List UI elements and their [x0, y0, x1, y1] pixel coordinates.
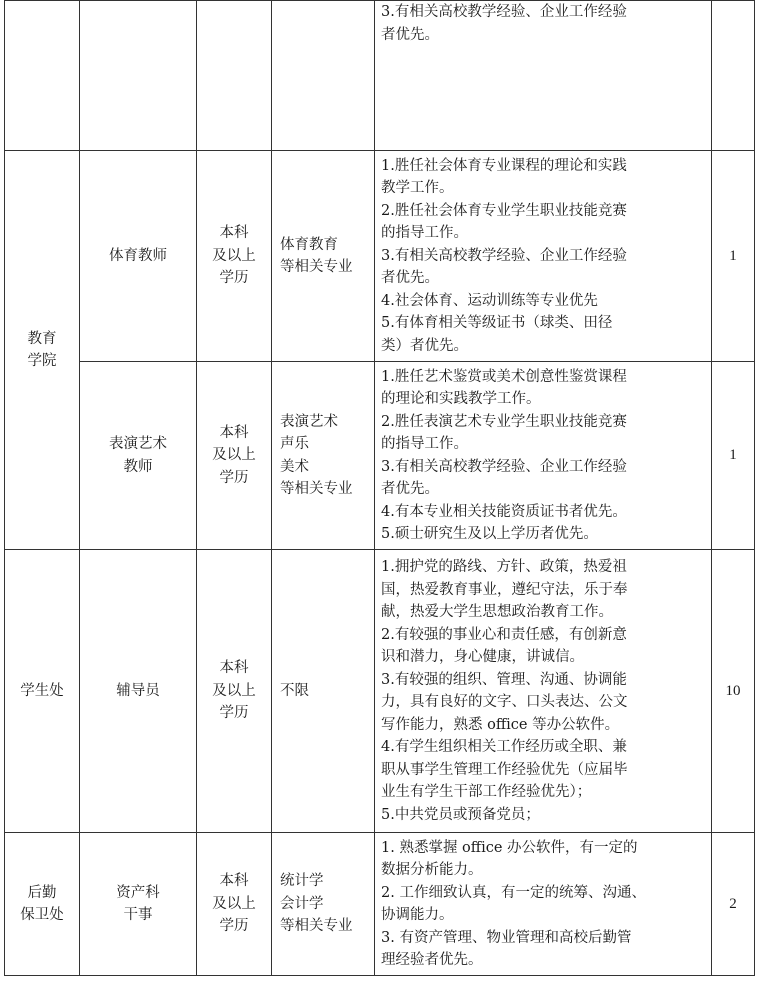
requirement-line: 5.有体育相关等级证书（球类、田径	[381, 315, 613, 332]
table-row	[5, 833, 755, 976]
requirement-line: 写作能力，熟悉 office 等办公软件。	[381, 716, 620, 733]
requirement-line: 献，热爱大学生思想政治教育工作。	[381, 604, 613, 620]
requirement-line: 职从事学生管理工作经验优先（应届毕	[381, 761, 628, 778]
requirement-line: 3.有相关高校教学经验、企业工作经验	[381, 458, 627, 475]
requirements-cell	[375, 151, 712, 362]
requirement-line: 1.胜任社会体育专业课程的理论和实践	[381, 157, 627, 174]
requirement-line: 2. 工作细致认真，有一定的统筹、沟通、	[381, 884, 646, 901]
major-cell: 体育教育 等相关专业	[272, 151, 375, 362]
requirement-line: 3.有相关高校教学经验、企业工作经验	[381, 4, 627, 20]
major-cell	[272, 1, 375, 151]
requirement-line: 教学工作。	[381, 180, 454, 197]
table-row	[5, 362, 755, 550]
count-cell: 10	[712, 550, 755, 833]
position-cell: 资产科 干事	[80, 833, 197, 976]
requirement-line: 4.有学生组织相关工作经历或全职、兼	[381, 739, 627, 755]
requirement-line: 协调能力。	[381, 907, 454, 923]
recruitment-table	[4, 0, 755, 976]
position-cell: 辅导员	[80, 550, 197, 833]
requirement-line: 理经验者优先。	[381, 952, 483, 968]
requirement-line: 力，具有良好的文字、口头表达、公文	[381, 694, 628, 710]
requirement-line: 5.中共党员或预备党员；	[381, 806, 540, 823]
requirement-line: 者优先。	[381, 481, 439, 497]
requirements-cell	[375, 1, 712, 151]
table-row	[5, 550, 755, 833]
count-cell: 2	[712, 833, 755, 976]
major-cell: 表演艺术 声乐 美术 等相关专业	[272, 362, 375, 550]
major-cell: 不限	[272, 550, 375, 833]
education-cell: 本科 及以上 学历	[197, 151, 272, 362]
requirement-line: 4.有本专业相关技能资质证书者优先。	[381, 503, 627, 520]
requirement-line: 的理论和实践教学工作。	[381, 391, 541, 407]
requirements-cell	[375, 550, 712, 833]
position-cell: 体育教师	[80, 151, 197, 362]
requirement-line: 4.社会体育、运动训练等专业优先	[381, 292, 598, 309]
requirement-line: 2.有较强的事业心和责任感，有创新意	[381, 626, 627, 643]
requirement-line: 业生有学生干部工作经验优先）；	[381, 784, 592, 800]
requirement-line: 1.胜任艺术鉴赏或美术创意性鉴赏课程	[381, 368, 627, 385]
requirement-line: 1. 熟悉掌握 office 办公软件，有一定的	[381, 839, 638, 856]
requirement-line: 的指导工作。	[381, 225, 468, 242]
requirement-line: 的指导工作。	[381, 436, 468, 452]
requirement-line: 国，热爱教育事业，遵纪守法，乐于奉	[381, 581, 628, 598]
education-cell: 本科 及以上 学历	[197, 833, 272, 976]
requirements-cell	[375, 833, 712, 976]
requirement-line: 类）者优先。	[381, 337, 468, 354]
education-cell: 本科 及以上 学历	[197, 550, 272, 833]
department-cell: 学生处	[5, 550, 80, 833]
requirement-line: 3.有相关高校教学经验、企业工作经验	[381, 247, 627, 264]
position-cell	[80, 1, 197, 151]
education-cell	[197, 1, 272, 151]
requirement-line: 3.有较强的组织、管理、沟通、协调能	[381, 671, 627, 688]
requirement-line: 3. 有资产管理、物业管理和高校后勤管	[381, 929, 632, 946]
department-cell: 教育 学院	[5, 151, 80, 550]
count-cell: 1	[712, 151, 755, 362]
count-cell: 1	[712, 362, 755, 550]
count-cell	[712, 1, 755, 151]
requirement-line: 者优先。	[381, 26, 439, 43]
department-cell: 后勤 保卫处	[5, 833, 80, 976]
major-cell: 统计学 会计学 等相关专业	[272, 833, 375, 976]
requirements-cell	[375, 362, 712, 550]
table-row	[5, 151, 755, 362]
requirement-line: 2.胜任表演艺术专业学生职业技能竞赛	[381, 413, 627, 430]
requirement-line: 识和潜力，身心健康，讲诚信。	[381, 649, 584, 665]
requirement-line: 5.硕士研究生及以上学历者优先。	[381, 526, 598, 542]
education-cell: 本科 及以上 学历	[197, 362, 272, 550]
table-row	[5, 1, 755, 151]
department-cell	[5, 1, 80, 151]
requirement-line: 1.拥护党的路线、方针、政策，热爱祖	[381, 559, 627, 575]
position-cell: 表演艺术 教师	[80, 362, 197, 550]
requirement-line: 者优先。	[381, 270, 439, 287]
requirement-line: 2.胜任社会体育专业学生职业技能竞赛	[381, 202, 627, 219]
requirement-line: 数据分析能力。	[381, 862, 483, 878]
